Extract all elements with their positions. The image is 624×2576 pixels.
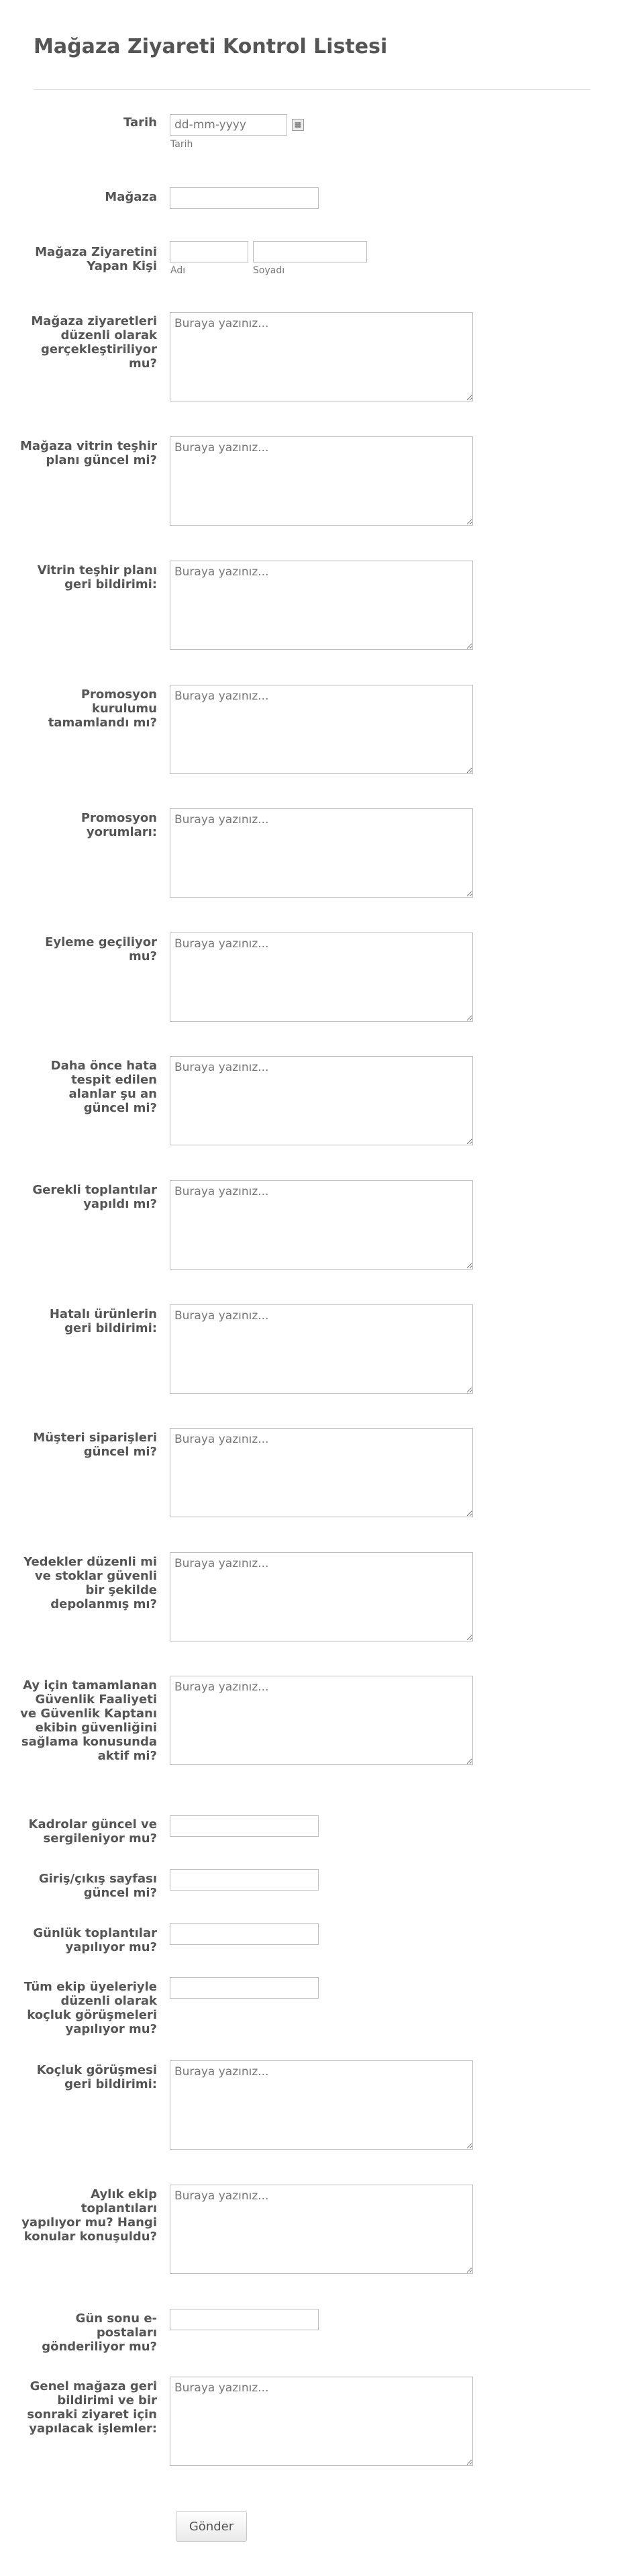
submit-button[interactable]: Gönder [176, 2511, 247, 2542]
first-name-sublabel: Adı [170, 265, 186, 276]
q19-label: Gün sonu e-postaları gönderiliyor mu? [42, 2311, 157, 2354]
visitor-label: Mağaza Ziyaretini Yapan Kişi [35, 245, 157, 273]
title-divider [34, 89, 590, 90]
visitor-first-name-input[interactable] [170, 241, 248, 263]
q9-textarea[interactable] [170, 1304, 473, 1394]
q1-textarea[interactable] [170, 312, 473, 401]
q20-textarea[interactable] [170, 2377, 473, 2466]
date-sublabel: Tarih [170, 139, 193, 150]
q7-label: Daha önce hata tespit edilen alanlar şu an güncel mi? [50, 1059, 157, 1115]
q12-textarea[interactable] [170, 1676, 473, 1765]
q10-textarea[interactable] [170, 1428, 473, 1517]
q13-label: Kadrolar güncel ve sergileniyor mu? [28, 1817, 157, 1846]
q6-textarea[interactable] [170, 933, 473, 1022]
q17-label: Koçluk görüşmesi geri bildirimi: [36, 2063, 157, 2091]
q3-label: Vitrin teşhir planı geri bildirimi: [37, 563, 157, 591]
last-name-sublabel: Soyadı [253, 265, 285, 276]
q14-label: Giriş/çıkış sayfası güncel mi? [38, 1872, 157, 1900]
q15-label: Günlük toplantılar yapılıyor mu? [33, 1926, 157, 1954]
q11-textarea[interactable] [170, 1552, 473, 1641]
q16-input[interactable] [170, 1977, 319, 1999]
q5-textarea[interactable] [170, 808, 473, 898]
q10-label: Müşteri siparişleri güncel mi? [33, 1431, 157, 1459]
visitor-last-name-input[interactable] [253, 241, 367, 263]
q7-textarea[interactable] [170, 1056, 473, 1145]
q8-textarea[interactable] [170, 1180, 473, 1270]
q6-label: Eyleme geçiliyor mu? [45, 935, 157, 963]
q13-input[interactable] [170, 1815, 319, 1837]
q17-textarea[interactable] [170, 2060, 473, 2150]
q2-label: Mağaza vitrin teşhir planı güncel mi? [20, 439, 158, 467]
q5-label: Promosyon yorumları: [81, 811, 157, 839]
q3-textarea[interactable] [170, 561, 473, 650]
store-input[interactable] [170, 187, 319, 209]
q16-label: Tüm ekip üyeleriyle düzenli olarak koçluk görüşmeleri yapılıyor mu? [23, 1980, 157, 2036]
q18-textarea[interactable] [170, 2185, 473, 2274]
q9-label: Hatalı ürünlerin geri bildirimi: [49, 1307, 157, 1335]
q11-label: Yedekler düzenli mi ve stoklar güvenli bir şekilde depolanmış mı? [23, 1555, 157, 1611]
q4-label: Promosyon kurulumu tamamlandı mı? [48, 687, 157, 730]
q19-input[interactable] [170, 2309, 319, 2330]
q18-label: Aylık ekip toplantıları yapılıyor mu? Hangi konular konuşuldu? [21, 2187, 157, 2244]
q1-label: Mağaza ziyaretleri düzenli olarak gerçekleştiriliyor mu? [31, 314, 157, 371]
q12-label: Ay için tamamlanan Güvenlik Faaliyeti ve Güvenlik Kaptanı ekibin güvenliğini sağlama konusunda aktif mi? [20, 1678, 157, 1763]
date-input[interactable] [170, 114, 287, 136]
q4-textarea[interactable] [170, 685, 473, 774]
q8-label: Gerekli toplantılar yapıldı mı? [32, 1183, 157, 1211]
q15-input[interactable] [170, 1923, 319, 1945]
form-title: Mağaza Ziyareti Kontrol Listesi [34, 35, 388, 58]
store-label: Mağaza [105, 190, 157, 204]
date-label: Tarih [123, 115, 157, 130]
q2-textarea[interactable] [170, 436, 473, 526]
calendar-icon[interactable]: ▦ [292, 119, 304, 131]
q20-label: Genel mağaza geri bildirimi ve bir sonraki ziyaret için yapılacak işlemler: [27, 2379, 157, 2436]
q14-input[interactable] [170, 1869, 319, 1891]
